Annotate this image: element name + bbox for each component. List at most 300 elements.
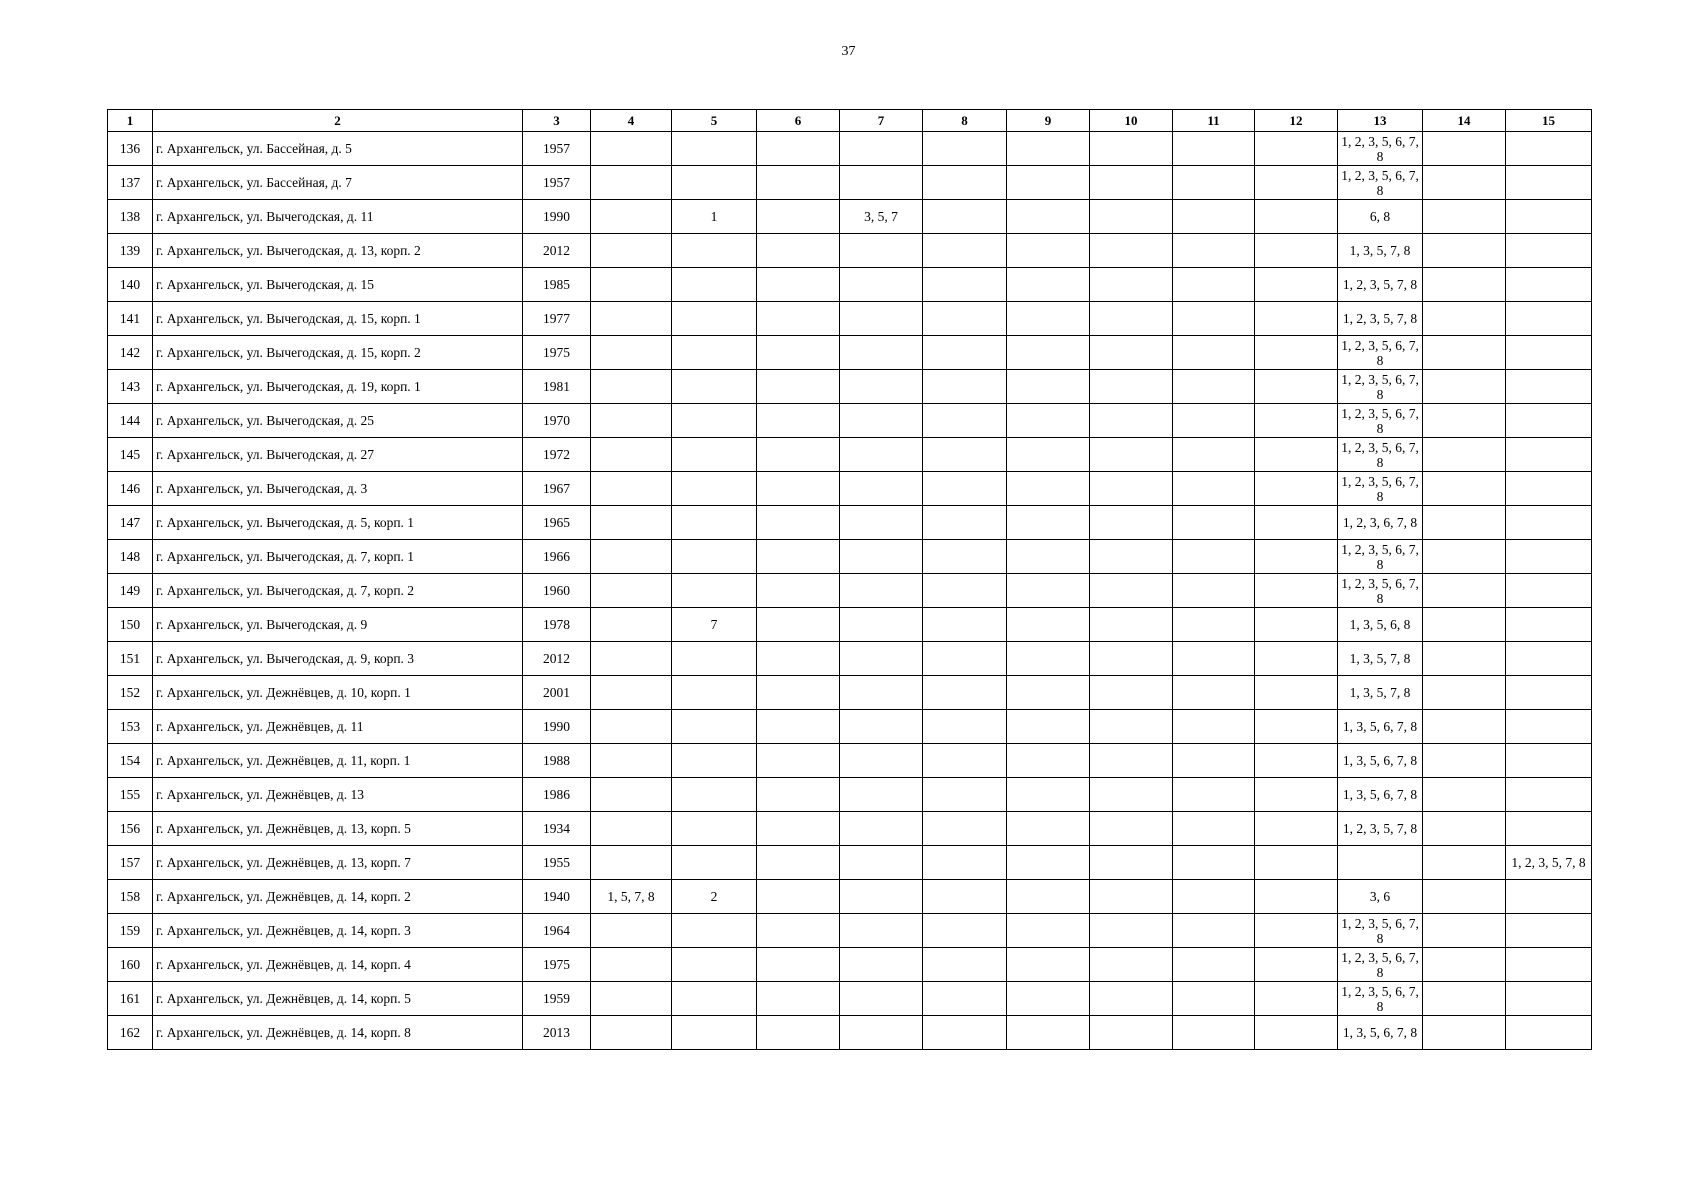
col4-cell [591,948,672,982]
col10-cell [1090,914,1173,948]
col11-cell [1173,370,1255,404]
col13-cell: 1, 3, 5, 6, 7, 8 [1338,744,1423,778]
row-number-cell: 154 [108,744,153,778]
col8-cell [923,540,1007,574]
col14-cell [1423,642,1506,676]
row-number-cell: 149 [108,574,153,608]
col13-cell: 1, 2, 3, 5, 7, 8 [1338,812,1423,846]
col5-cell [672,540,757,574]
col6-cell [757,166,840,200]
col7-cell [840,438,923,472]
col7-cell [840,948,923,982]
address-cell: г. Архангельск, ул. Вычегодская, д. 11 [153,200,523,234]
col6-cell [757,948,840,982]
col11-cell [1173,710,1255,744]
col5-cell: 1 [672,200,757,234]
col7-cell [840,608,923,642]
row-number-cell: 138 [108,200,153,234]
col13-cell: 1, 2, 3, 5, 7, 8 [1338,302,1423,336]
table-row [108,982,1592,1016]
col15-cell [1506,812,1592,846]
year-cell: 1978 [523,608,591,642]
table-row [108,812,1592,846]
col5-cell [672,370,757,404]
col6-cell [757,744,840,778]
col5-cell [672,812,757,846]
col15-cell [1506,132,1592,166]
col12-cell [1255,846,1338,880]
col9-cell [1007,506,1090,540]
col11-cell [1173,676,1255,710]
col15-cell [1506,166,1592,200]
col10-cell [1090,268,1173,302]
col14-cell [1423,812,1506,846]
year-cell: 1975 [523,948,591,982]
column-header-14: 14 [1423,110,1506,132]
col4-cell [591,404,672,438]
col13-cell: 1, 3, 5, 6, 7, 8 [1338,1016,1423,1050]
col5-cell [672,132,757,166]
year-cell: 2012 [523,642,591,676]
col11-cell [1173,472,1255,506]
col10-cell [1090,710,1173,744]
col7-cell [840,914,923,948]
col6-cell [757,438,840,472]
col9-cell [1007,982,1090,1016]
col9-cell [1007,608,1090,642]
col10-cell [1090,166,1173,200]
row-number-cell: 146 [108,472,153,506]
column-header-5: 5 [672,110,757,132]
col4-cell [591,234,672,268]
year-cell: 1964 [523,914,591,948]
table-row [108,200,1592,234]
col7-cell [840,506,923,540]
year-cell: 1934 [523,812,591,846]
col13-cell: 1, 3, 5, 6, 8 [1338,608,1423,642]
col14-cell [1423,710,1506,744]
table-row [108,166,1592,200]
col12-cell [1255,268,1338,302]
col15-cell [1506,710,1592,744]
col14-cell [1423,574,1506,608]
row-number-cell: 141 [108,302,153,336]
col10-cell [1090,234,1173,268]
col12-cell [1255,778,1338,812]
col10-cell [1090,846,1173,880]
col5-cell [672,268,757,302]
col6-cell [757,404,840,438]
col8-cell [923,710,1007,744]
col11-cell [1173,1016,1255,1050]
col11-cell [1173,132,1255,166]
col9-cell [1007,268,1090,302]
column-header-15: 15 [1506,110,1592,132]
col11-cell [1173,880,1255,914]
year-cell: 1970 [523,404,591,438]
col6-cell [757,132,840,166]
col5-cell [672,948,757,982]
col4-cell [591,370,672,404]
col7-cell [840,574,923,608]
col15-cell [1506,676,1592,710]
col9-cell [1007,744,1090,778]
col7-cell [840,268,923,302]
col13-cell: 1, 2, 3, 5, 6, 7, 8 [1338,982,1423,1016]
col4-cell [591,506,672,540]
row-number-cell: 148 [108,540,153,574]
col7-cell [840,472,923,506]
col7-cell [840,166,923,200]
col5-cell [672,846,757,880]
col14-cell [1423,778,1506,812]
address-cell: г. Архангельск, ул. Вычегодская, д. 19, корп. 1 [153,370,523,404]
table-row [108,778,1592,812]
col8-cell [923,336,1007,370]
table-row [108,574,1592,608]
address-cell: г. Архангельск, ул. Дежнёвцев, д. 13, корп. 7 [153,846,523,880]
col5-cell [672,1016,757,1050]
col14-cell [1423,608,1506,642]
col8-cell [923,166,1007,200]
column-header-1: 1 [108,110,153,132]
col8-cell [923,438,1007,472]
col10-cell [1090,676,1173,710]
col12-cell [1255,812,1338,846]
col5-cell [672,336,757,370]
year-cell: 1965 [523,506,591,540]
col5-cell [672,676,757,710]
col12-cell [1255,132,1338,166]
row-number-cell: 150 [108,608,153,642]
col8-cell [923,574,1007,608]
col11-cell [1173,302,1255,336]
col12-cell [1255,948,1338,982]
col7-cell [840,234,923,268]
year-cell: 1960 [523,574,591,608]
col10-cell [1090,574,1173,608]
col6-cell [757,914,840,948]
col8-cell [923,200,1007,234]
col4-cell [591,812,672,846]
col10-cell [1090,336,1173,370]
col10-cell [1090,982,1173,1016]
col12-cell [1255,166,1338,200]
row-number-cell: 142 [108,336,153,370]
col8-cell [923,1016,1007,1050]
col6-cell [757,302,840,336]
col10-cell [1090,370,1173,404]
col10-cell [1090,438,1173,472]
col6-cell [757,268,840,302]
col7-cell [840,642,923,676]
col12-cell [1255,574,1338,608]
col15-cell [1506,880,1592,914]
table-body [108,132,1592,1050]
row-number-cell: 153 [108,710,153,744]
col7-cell [840,846,923,880]
col15-cell [1506,914,1592,948]
col10-cell [1090,948,1173,982]
col4-cell [591,846,672,880]
col5-cell: 2 [672,880,757,914]
col14-cell [1423,676,1506,710]
table-row [108,710,1592,744]
address-cell: г. Архангельск, ул. Вычегодская, д. 25 [153,404,523,438]
col8-cell [923,744,1007,778]
col5-cell [672,778,757,812]
col5-cell [672,744,757,778]
col8-cell [923,812,1007,846]
col13-cell: 1, 2, 3, 5, 6, 7, 8 [1338,574,1423,608]
col4-cell [591,574,672,608]
col9-cell [1007,676,1090,710]
col5-cell [672,710,757,744]
col5-cell [672,438,757,472]
col14-cell [1423,438,1506,472]
col15-cell [1506,540,1592,574]
col6-cell [757,1016,840,1050]
col11-cell [1173,948,1255,982]
col7-cell [840,744,923,778]
col5-cell [672,404,757,438]
address-cell: г. Архангельск, ул. Вычегодская, д. 9, корп. 3 [153,642,523,676]
col6-cell [757,200,840,234]
column-header-9: 9 [1007,110,1090,132]
col9-cell [1007,642,1090,676]
col8-cell [923,132,1007,166]
col4-cell: 1, 5, 7, 8 [591,880,672,914]
col13-cell: 1, 2, 3, 5, 6, 7, 8 [1338,438,1423,472]
row-number-cell: 139 [108,234,153,268]
year-cell: 2013 [523,1016,591,1050]
row-number-cell: 158 [108,880,153,914]
col6-cell [757,574,840,608]
col5-cell [672,574,757,608]
col8-cell [923,982,1007,1016]
col11-cell [1173,642,1255,676]
row-number-cell: 155 [108,778,153,812]
col9-cell [1007,200,1090,234]
table-row [108,744,1592,778]
header-row [108,110,1592,132]
col4-cell [591,268,672,302]
col4-cell [591,132,672,166]
col9-cell [1007,472,1090,506]
col14-cell [1423,234,1506,268]
col10-cell [1090,404,1173,438]
table-row [108,880,1592,914]
address-cell: г. Архангельск, ул. Дежнёвцев, д. 14, корп. 5 [153,982,523,1016]
table-row [108,472,1592,506]
col13-cell: 1, 2, 3, 5, 6, 7, 8 [1338,948,1423,982]
col5-cell [672,982,757,1016]
col14-cell [1423,166,1506,200]
row-number-cell: 137 [108,166,153,200]
col13-cell: 1, 2, 3, 5, 6, 7, 8 [1338,166,1423,200]
col15-cell [1506,370,1592,404]
col8-cell [923,914,1007,948]
col12-cell [1255,336,1338,370]
table-row [108,846,1592,880]
year-cell: 1981 [523,370,591,404]
col8-cell [923,404,1007,438]
col13-cell: 1, 2, 3, 5, 6, 7, 8 [1338,132,1423,166]
address-cell: г. Архангельск, ул. Вычегодская, д. 13, корп. 2 [153,234,523,268]
housing-table [107,109,1592,1050]
col12-cell [1255,1016,1338,1050]
address-cell: г. Архангельск, ул. Вычегодская, д. 15 [153,268,523,302]
col6-cell [757,472,840,506]
year-cell: 1967 [523,472,591,506]
col14-cell [1423,370,1506,404]
col4-cell [591,302,672,336]
row-number-cell: 161 [108,982,153,1016]
col9-cell [1007,846,1090,880]
col4-cell [591,472,672,506]
year-cell: 1955 [523,846,591,880]
col12-cell [1255,472,1338,506]
col11-cell [1173,540,1255,574]
year-cell: 1959 [523,982,591,1016]
row-number-cell: 147 [108,506,153,540]
row-number-cell: 151 [108,642,153,676]
col9-cell [1007,778,1090,812]
address-cell: г. Архангельск, ул. Вычегодская, д. 3 [153,472,523,506]
address-cell: г. Архангельск, ул. Дежнёвцев, д. 11 [153,710,523,744]
col11-cell [1173,438,1255,472]
col6-cell [757,336,840,370]
col15-cell [1506,234,1592,268]
col12-cell [1255,744,1338,778]
col15-cell [1506,982,1592,1016]
col10-cell [1090,132,1173,166]
table-row [108,268,1592,302]
col4-cell [591,676,672,710]
col4-cell [591,166,672,200]
col6-cell [757,608,840,642]
col14-cell [1423,404,1506,438]
col6-cell [757,778,840,812]
year-cell: 1990 [523,200,591,234]
col9-cell [1007,166,1090,200]
table-row [108,676,1592,710]
col8-cell [923,642,1007,676]
col15-cell [1506,200,1592,234]
row-number-cell: 144 [108,404,153,438]
col6-cell [757,676,840,710]
year-cell: 1977 [523,302,591,336]
col13-cell: 1, 3, 5, 7, 8 [1338,234,1423,268]
col5-cell [672,914,757,948]
address-cell: г. Архангельск, ул. Дежнёвцев, д. 14, корп. 3 [153,914,523,948]
col15-cell [1506,472,1592,506]
col5-cell [672,506,757,540]
col14-cell [1423,506,1506,540]
col9-cell [1007,438,1090,472]
column-header-7: 7 [840,110,923,132]
year-cell: 1986 [523,778,591,812]
col9-cell [1007,574,1090,608]
year-cell: 2001 [523,676,591,710]
column-header-2: 2 [153,110,523,132]
col4-cell [591,540,672,574]
col8-cell [923,506,1007,540]
col7-cell [840,710,923,744]
table-row [108,948,1592,982]
col12-cell [1255,438,1338,472]
row-number-cell: 152 [108,676,153,710]
col11-cell [1173,812,1255,846]
col14-cell [1423,268,1506,302]
table-row [108,914,1592,948]
row-number-cell: 162 [108,1016,153,1050]
table-row [108,540,1592,574]
address-cell: г. Архангельск, ул. Вычегодская, д. 15, корп. 1 [153,302,523,336]
col4-cell [591,914,672,948]
col13-cell: 1, 2, 3, 5, 7, 8 [1338,268,1423,302]
col8-cell [923,234,1007,268]
col6-cell [757,812,840,846]
col7-cell [840,778,923,812]
address-cell: г. Архангельск, ул. Дежнёвцев, д. 13, корп. 5 [153,812,523,846]
table-row [108,438,1592,472]
col4-cell [591,710,672,744]
col7-cell [840,404,923,438]
col6-cell [757,370,840,404]
col15-cell [1506,744,1592,778]
col4-cell [591,982,672,1016]
col13-cell: 6, 8 [1338,200,1423,234]
col6-cell [757,540,840,574]
col12-cell [1255,506,1338,540]
row-number-cell: 159 [108,914,153,948]
row-number-cell: 156 [108,812,153,846]
col10-cell [1090,812,1173,846]
col14-cell [1423,132,1506,166]
col13-cell: 1, 2, 3, 6, 7, 8 [1338,506,1423,540]
col11-cell [1173,234,1255,268]
row-number-cell: 160 [108,948,153,982]
address-cell: г. Архангельск, ул. Дежнёвцев, д. 10, корп. 1 [153,676,523,710]
table-row [108,404,1592,438]
col14-cell [1423,914,1506,948]
col7-cell [840,880,923,914]
col13-cell: 1, 2, 3, 5, 6, 7, 8 [1338,472,1423,506]
col11-cell [1173,744,1255,778]
year-cell: 1957 [523,166,591,200]
col10-cell [1090,200,1173,234]
col5-cell [672,642,757,676]
table-row [108,370,1592,404]
col12-cell [1255,880,1338,914]
col4-cell [591,1016,672,1050]
col10-cell [1090,1016,1173,1050]
col4-cell [591,336,672,370]
row-number-cell: 143 [108,370,153,404]
column-header-6: 6 [757,110,840,132]
col15-cell [1506,336,1592,370]
col12-cell [1255,676,1338,710]
col9-cell [1007,1016,1090,1050]
col10-cell [1090,778,1173,812]
col6-cell [757,710,840,744]
column-header-11: 11 [1173,110,1255,132]
col8-cell [923,880,1007,914]
col11-cell [1173,336,1255,370]
col9-cell [1007,132,1090,166]
col12-cell [1255,234,1338,268]
